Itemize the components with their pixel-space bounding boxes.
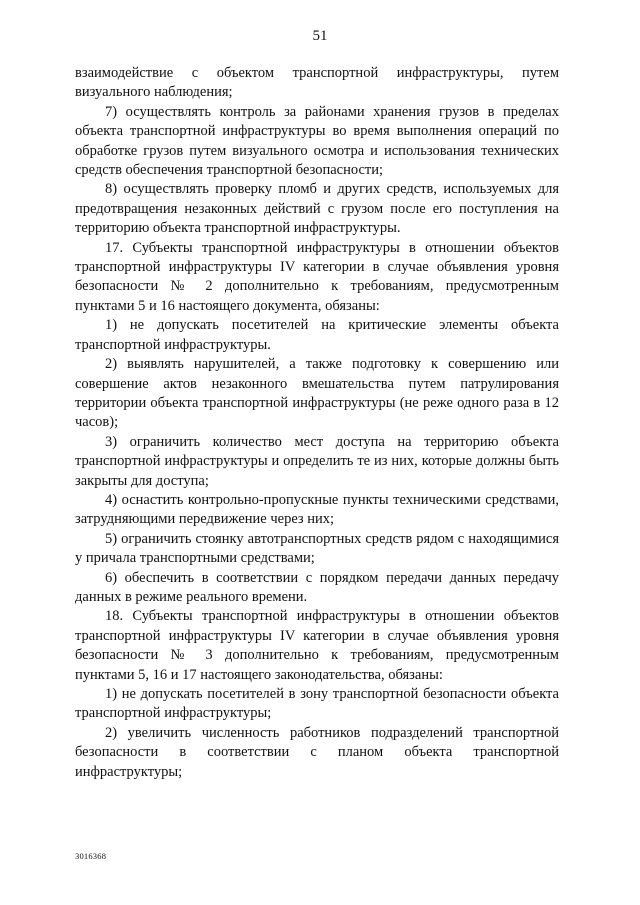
paragraph-item-17-3: 3) ограничить количество мест доступа на территорию объекта транспортной инфраструктуры и определить те из них, которые должны быть закрыты для доступа; [75,433,559,489]
document-body [75,64,559,782]
paragraph-item-17-2: 2) выявлять нарушителей, а также подготовку к совершению или совершение актов незаконного вмешательства путем патрулирования территории объекта транспортной инфраструктуры (не реже одного раза в 12 часов); [75,356,559,431]
paragraph-clause-18: 18. Субъекты транспортной инфраструктуры в отношении объектов транспортной инфраструктуры IV категории в случае объявления уровня безопасности № 3 дополнительно к требованиям, предусмотренным пунктами 5, 16 и 17 настоящего законодательства, обязаны: [75,608,559,683]
paragraph-continuation: взаимодействие с объектом транспортной инфраструктуры, путем визуального наблюдения; [75,65,559,101]
paragraph-item-18-1: 1) не допускать посетителей в зону транспортной безопасности объекта транспортной инфраструктуры; [75,686,559,722]
paragraph-item-8: 8) осуществлять проверку пломб и других средств, используемых для предотвращения незаконных действий с грузом после его поступления на территорию объекта транспортной инфраструктуры. [75,181,559,237]
page-number: 51 [312,28,328,44]
paragraph-item-7: 7) осуществлять контроль за районами хранения грузов в пределах объекта транспортной инфраструктуры во время выполнения операций по обработке грузов путем визуального осмотра и использования технических средств обеспечения транспортной безопасности; [75,103,559,179]
paragraph-item-17-1: 1) не допускать посетителей на критические элементы объекта транспортной инфраструктуры. [75,317,559,353]
paragraph-item-17-4: 4) оснастить контрольно-пропускные пункты техническими средствами, затрудняющими передвижение через них; [75,491,559,528]
document-code: 3016368 [75,851,107,861]
paragraph-item-17-6: 6) обеспечить в соответствии с порядком передачи данных передачу данных в режиме реального времени. [75,569,559,605]
paragraph-item-17-5: 5) ограничить стоянку автотранспортных средств рядом с находящимися у причала транспортными средствами; [75,530,559,567]
paragraph-item-18-2: 2) увеличить численность работников подразделений транспортной безопасности в соответствии с планом объекта транспортной инфраструктуры; [75,724,559,780]
paragraph-clause-17: 17. Субъекты транспортной инфраструктуры в отношении объектов транспортной инфраструктуры IV категории в случае объявления уровня безопасности № 2 дополнительно к требованиям, предусмотренным пунктами 5 и 16 настоящего документа, обязаны: [75,239,559,314]
